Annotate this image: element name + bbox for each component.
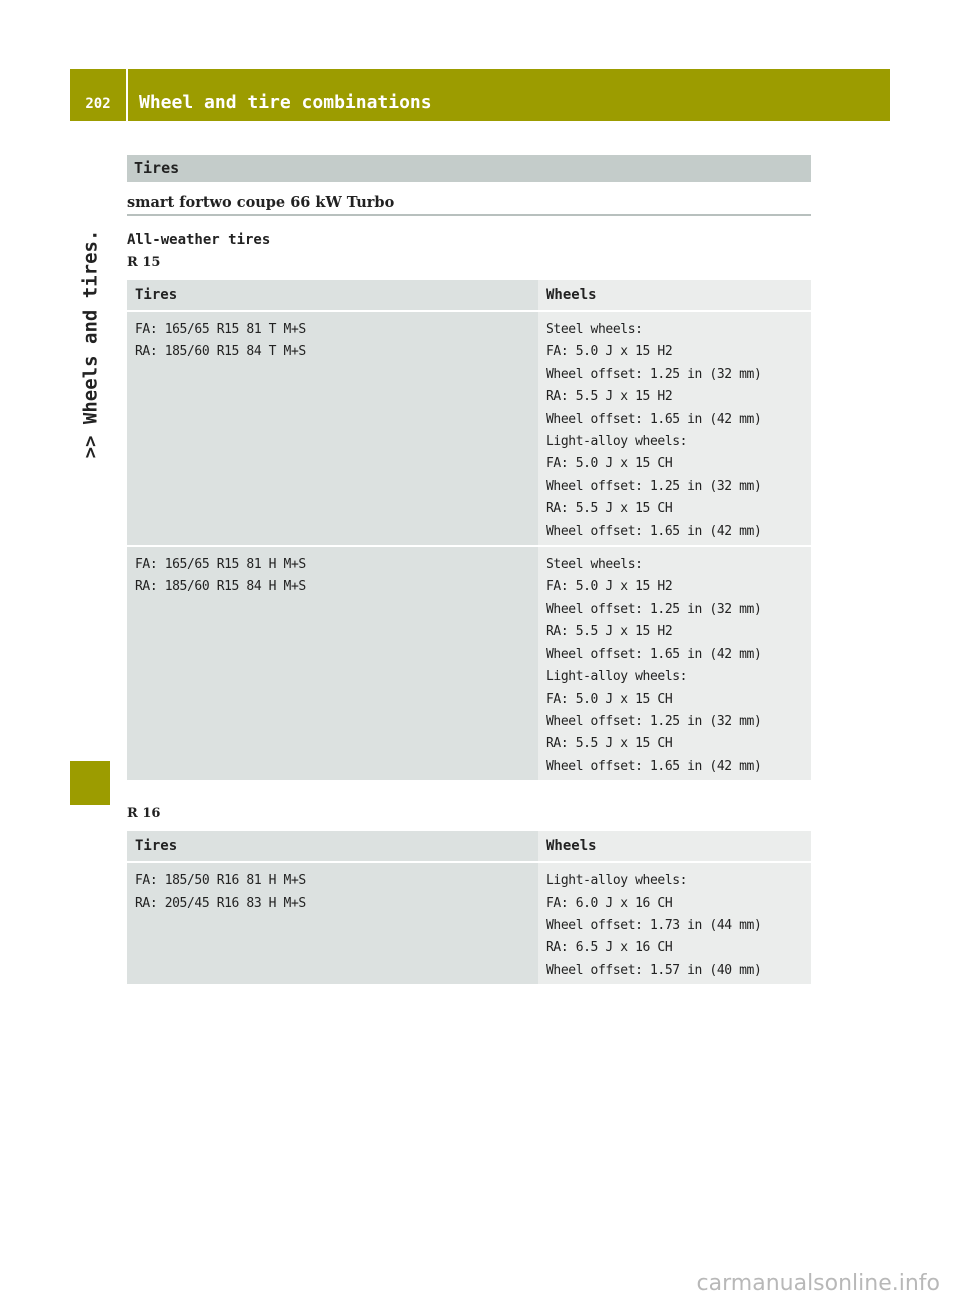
wheels-cell [538,546,811,781]
tire-spec-line: RA: 185/60 R15 84 H M+S [135,579,306,595]
tires-cell [127,862,538,985]
column-header-wheels: Wheels [538,280,811,311]
wheel-spec-line: RA: 5.5 J x 15 CH [546,736,673,752]
wheel-spec-line: RA: 6.5 J x 16 CH [546,940,673,956]
wheel-spec-line: FA: 5.0 J x 15 CH [546,691,673,707]
table-row [127,311,811,546]
tires-cell [127,311,538,546]
wheel-spec-line: Wheel offset: 1.25 in (32 mm) [546,713,762,729]
wheel-spec-line: RA: 5.5 J x 15 H2 [546,624,673,640]
wheel-spec-line: Steel wheels: [546,557,643,573]
wheels-cell [538,862,811,985]
column-header-wheels: Wheels [538,831,811,862]
wheel-spec-line: Wheel offset: 1.65 in (42 mm) [546,411,762,427]
header-divider [126,69,128,121]
tire-spec-line: RA: 205/45 R16 83 H M+S [135,895,306,911]
wheel-spec-line: Wheel offset: 1.57 in (40 mm) [546,962,762,978]
wheel-spec-line: FA: 6.0 J x 16 CH [546,895,673,911]
column-header-tires: Tires [127,831,538,862]
wheel-spec-line: Wheel offset: 1.25 in (32 mm) [546,601,762,617]
table-row [127,862,811,985]
tire-table-r15 [127,280,811,782]
footer-watermark: carmanualsonline.info [696,1271,940,1296]
tire-spec-line: FA: 185/50 R16 81 H M+S [135,873,306,889]
wheels-cell [538,311,811,546]
wheel-spec-line: RA: 5.5 J x 15 H2 [546,389,673,405]
size-label-r15: R 15 [127,255,161,270]
main-content [127,155,811,986]
tire-spec-line: FA: 165/65 R15 81 H M+S [135,557,306,573]
wheel-spec-line: Wheel offset: 1.65 in (42 mm) [546,523,762,539]
side-tab-label: >> Wheels and tires. [79,229,101,459]
wheel-spec-line: FA: 5.0 J x 15 CH [546,456,673,472]
table-row [127,546,811,781]
wheel-spec-line: Wheel offset: 1.25 in (32 mm) [546,478,762,494]
column-header-tires: Tires [127,280,538,311]
table-header-row [127,280,811,311]
tire-table-r16 [127,831,811,986]
wheel-spec-line: Steel wheels: [546,322,643,337]
tires-cell [127,546,538,781]
page-number: 202 [85,96,111,112]
section-title: Tires [127,155,811,182]
size-label-r16: R 16 [127,806,161,822]
side-tab-label-wrapper [70,121,110,755]
side-tab-marker [70,761,110,805]
page-title: Wheel and tire combinations [139,92,432,113]
wheel-spec-line: Wheel offset: 1.73 in (44 mm) [546,917,762,933]
tire-type-heading: All-weather tires [127,232,271,248]
tire-spec-line: RA: 185/60 R15 84 T M+S [135,344,306,360]
wheel-spec-line: FA: 5.0 J x 15 H2 [546,344,673,360]
wheel-spec-line: Light-alloy wheels: [546,434,688,450]
wheel-spec-line: Light-alloy wheels: [546,873,688,889]
wheel-spec-line: Wheel offset: 1.65 in (42 mm) [546,646,762,662]
wheel-spec-line: Wheel offset: 1.65 in (42 mm) [546,758,762,774]
wheel-spec-line: Light-alloy wheels: [546,669,688,685]
wheel-spec-line: RA: 5.5 J x 15 CH [546,501,673,517]
model-heading: smart fortwo coupe 66 kW Turbo [127,194,811,216]
tire-spec-line: FA: 165/65 R15 81 T M+S [135,322,306,337]
table-header-row [127,831,811,862]
wheel-spec-line: FA: 5.0 J x 15 H2 [546,579,673,595]
wheel-spec-line: Wheel offset: 1.25 in (32 mm) [546,366,762,382]
